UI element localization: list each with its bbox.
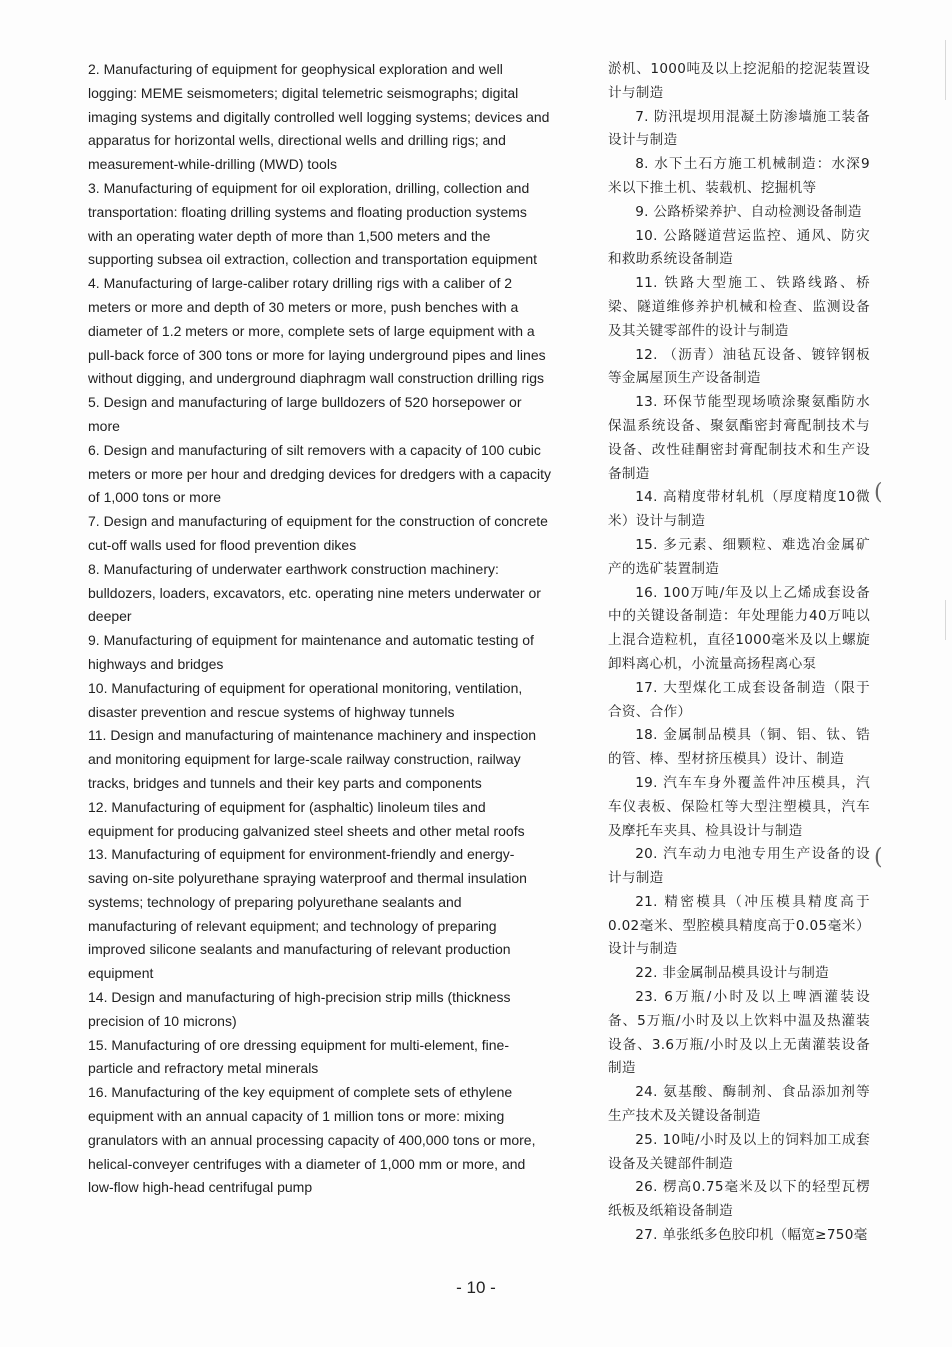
list-item: 16. 100万吨/年及以上乙烯成套设备中的关键设备制造：年处理能力40万吨以上混合造粒机，直径1000毫米及以上螺旋卸料离心机，小流量高扬程离心泵: [608, 584, 870, 672]
list-item: 24. 氨基酸、酶制剂、食品添加剂等生产技术及关键设备制造: [608, 1084, 870, 1125]
list-item: 22. 非金属制品模具设计与制造: [635, 965, 830, 982]
list-item: 11. 铁路大型施工、铁路线路、桥梁、隧道维修养护机械和检查、监测设备及其关键零部件的设计与制造: [608, 275, 870, 339]
list-item: 7. Design and manufacturing of equipment for the construction of concrete cut-off walls used for flood prevention dikes: [88, 513, 548, 553]
list-item: 3. Manufacturing of equipment for oil exploration, drilling, collection and transportation: floating drilling systems and floating production systems with an operating water depth of more than 1,500 meters and the supporting subsea oil extraction, collection and transportation equipment: [88, 179, 538, 268]
chinese-column: [608, 58, 870, 1248]
list-item: 10. Manufacturing of equipment for operational monitoring, ventilation, disaster prevention and rescue systems of highway tunnels: [88, 679, 523, 720]
english-column: [86, 58, 554, 1200]
list-item: 21. 精密模具（冲压模具精度高于0.02毫米、型腔模具精度高于0.05毫米）设计与制造: [608, 893, 870, 958]
list-item: 5. Design and manufacturing of large bulldozers of 520 horsepower or more: [88, 394, 522, 434]
scan-edge-line: [945, 600, 946, 640]
list-item: 18. 金属制品模具（铜、铝、钛、锆的管、棒、型材挤压模具）设计、制造: [608, 727, 870, 768]
margin-mark: (: [874, 845, 883, 870]
list-item: 7. 防汛堤坝用混凝土防渗墙施工装备设计与制造: [608, 108, 870, 149]
list-item: 13. 环保节能型现场喷涂聚氨酯防水保温系统设备、聚氨酯密封膏配制技术与设备、改性硅酮密封膏配制技术和生产设备制造: [608, 394, 870, 482]
list-item: 9. Manufacturing of equipment for maintenance and automatic testing of highways and bridges: [88, 632, 534, 672]
list-item: 14. Design and manufacturing of high-precision strip mills (thickness precision of 10 microns): [88, 989, 511, 1029]
list-item-continuation: 淤机、1000吨及以上挖泥船的挖泥装置设计与制造: [608, 61, 870, 101]
list-item: 12. （沥青）油毡瓦设备、镀锌钢板等金属屋顶生产设备制造: [608, 346, 870, 387]
list-item: 6. Design and manufacturing of silt removers with a capacity of 100 cubic meters or more per hour and dredging devices for dredgers with a capacity of 1,000 tons or more: [88, 441, 552, 506]
list-item: 26. 楞高0.75毫米及以下的轻型瓦楞纸板及纸箱设备制造: [608, 1179, 870, 1220]
page-number: - 10 -: [456, 1278, 496, 1297]
list-item: 4. Manufacturing of large-caliber rotary drilling rigs with a caliber of 2 meters or more and depth of 30 meters or more, push benches with a diameter of 1.2 meters or more, complete sets of large equipment with a pull-back force of 300 tons or more for laying underground pipes and lines without digging, and underground diaphragm wall construction drilling rigs: [88, 275, 546, 387]
list-item: 23. 6万瓶/小时及以上啤酒灌装设备、5万瓶/小时及以上饮料中温及热灌装设备、3.6万瓶/小时及以上无菌灌装设备制造: [608, 989, 870, 1077]
scan-edge-line: [945, 40, 946, 100]
list-item: 11. Design and manufacturing of maintenance machinery and inspection and monitoring equipment for large-scale railway construction, railway tracks, bridges and tunnels and their key parts and components: [88, 727, 537, 791]
margin-mark: (: [874, 480, 883, 505]
list-item: 17. 大型煤化工成套设备制造（限于合资、合作）: [608, 679, 870, 720]
list-item: 20. 汽车动力电池专用生产设备的设计与制造: [608, 846, 870, 887]
list-item: 15. Manufacturing of ore dressing equipment for multi-element, fine-particle and refractory metal minerals: [88, 1036, 509, 1077]
list-item: 9. 公路桥梁养护、自动检测设备制造: [635, 203, 862, 220]
list-item: 10. 公路隧道营运监控、通风、防灾和救助系统设备制造: [608, 227, 870, 268]
list-item: 8. Manufacturing of underwater earthwork construction machinery: bulldozers, loaders, excavators, etc. operating nine meters underwater or deeper: [88, 560, 541, 625]
list-item: 13. Manufacturing of equipment for environment-friendly and energy-saving on-site polyurethane spraying waterproof and thermal insulation systems; technology of preparing polyurethane sealants and manufacturing of relevant equipment; and technology of preparing improved silicone sealants and manufacturing of relevant production equipment: [88, 846, 527, 982]
list-item: 15. 多元素、细颗粒、难选冶金属矿产的选矿装置制造: [608, 536, 870, 577]
list-item: 16. Manufacturing of the key equipment of complete sets of ethylene equipment with an annual capacity of 1 million tons or more: mixing granulators with an annual processing capacity of 400,000 tons or more, helical-conveyer centrifuges with a diameter of 1,000 mm or more, and low-flow high-head centrifugal pump: [88, 1084, 536, 1196]
list-item: 19. 汽车车身外覆盖件冲压模具，汽车仪表板、保险杠等大型注塑模具，汽车及摩托车夹具、检具设计与制造: [608, 774, 870, 839]
list-item: 25. 10吨/小时及以上的饲料加工成套设备及关键部件制造: [608, 1131, 870, 1172]
list-item: 27. 单张纸多色胶印机（幅宽≥750毫: [635, 1227, 868, 1244]
list-item: 14. 高精度带材轧机（厚度精度10微米）设计与制造: [608, 489, 870, 530]
list-item: 8. 水下土石方施工机械制造：水深9米以下推土机、装载机、挖掘机等: [608, 156, 870, 196]
list-item: 2. Manufacturing of equipment for geophysical exploration and well logging: MEME seismometers; digital telemetric seismographs; digital imaging systems and digitally controlled well logging systems; devices and apparatus for horizontal wells, directional wells and drilling rigs; and measurement-while-drilling (MWD) tools: [88, 61, 550, 173]
list-item: 12. Manufacturing of equipment for (asphaltic) linoleum tiles and equipment for producing galvanized steel sheets and other metal roofs: [88, 798, 525, 839]
